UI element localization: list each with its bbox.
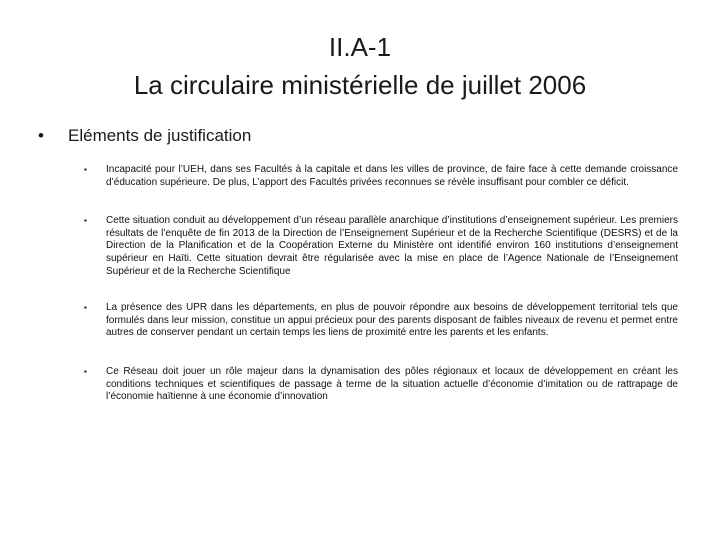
bullet-dot-icon: • (38, 126, 44, 145)
sub-bullet-list (84, 164, 678, 404)
main-bullet-text: Eléments de justification (68, 126, 252, 145)
list-item (84, 302, 678, 340)
slide-title (40, 28, 680, 104)
list-item-text: Cette situation conduit au développement d’un réseau parallèle anarchique d’institutions d’enseignement supérieur. Les premiers résultats de l’enquête de fin 2013 de la Direction de l’Enseignement Supérieur et de la Recherche Scientifique (DESRS) et de la Direction de la Planification et de la Coopération Externe du Ministère ont identifié environ 160 institutions d’enseignement supérieur en Haïti. Cette situation devrait être régularisée avec la mise en place de l’Agence Nationale de l’Enseignement Supérieur et de la Recherche Scientifique (106, 215, 678, 277)
list-item (84, 164, 678, 189)
square-bullet-icon: ▪ (84, 366, 87, 376)
title-line-1: II.A-1 (328, 32, 392, 62)
list-item-text: Ce Réseau doit jouer un rôle majeur dans la dynamisation des pôles régionaux et locaux de développement en créant les conditions techniques et scientifiques de passage à terme de la situation actuelle d’économie d’imitation ou de rattrapage de l’économie haïtienne à une économie d’innovation (106, 365, 678, 403)
list-item (84, 215, 678, 278)
square-bullet-icon: ▪ (84, 303, 87, 313)
title-line-2: La circulaire ministérielle de juillet 2006 (133, 70, 587, 100)
square-bullet-icon: ▪ (84, 165, 87, 174)
list-item (84, 366, 678, 404)
list-item-text: Incapacité pour l’UEH, dans ses Facultés à la capitale et dans les villes de province, de faire face à cette demande croissance d’éducation supérieure. De plus, L’apport des Facultés privées reconnues se révèle insuffisant pour combler ce déficit. (106, 164, 678, 188)
main-bullet (38, 124, 678, 148)
square-bullet-icon: ▪ (84, 216, 87, 226)
list-item-text: La présence des UPR dans les départements, en plus de pouvoir répondre aux besoins de développement territorial tels que formulés dans leur mission, constitue un appui précieux pour des parents disposant de faibles niveaux de revenu et permet entre autres de conserver pendant un certain temps les liens de proximité entre les parents et les enfants. (106, 302, 678, 339)
